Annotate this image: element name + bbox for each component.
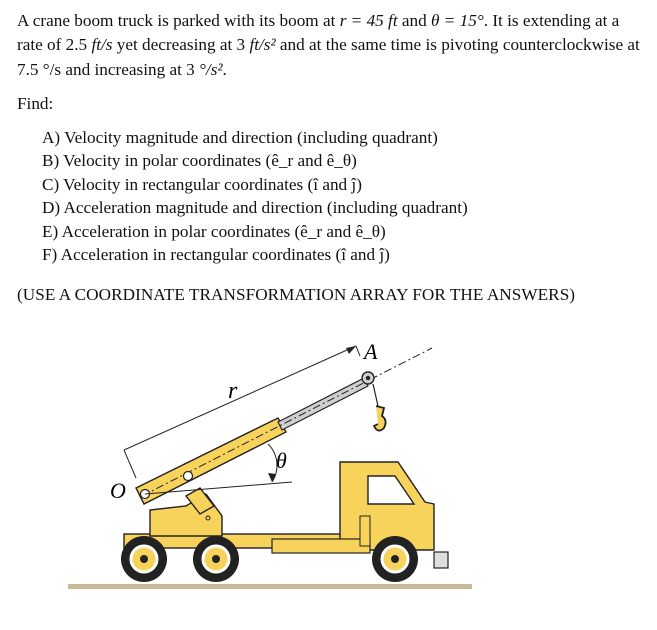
r-value: r = 45 ft: [339, 11, 398, 30]
intro-text-5: .: [222, 59, 227, 79]
question-f: F) Acceleration in rectangular coordinates (î and ĵ): [42, 245, 390, 265]
intro-text-3: yet decreasing at 3: [112, 35, 250, 55]
unit-ft-s2: ft/s²: [249, 35, 276, 55]
intro-text-4: and at the same time is pivoting counterclockwise at 7.5 °/s and increasing at 3: [17, 35, 640, 79]
unit-ft-s: ft/s: [91, 35, 113, 55]
bumper: [434, 552, 448, 568]
intro-text-2: . It is extending at a rate of 2.5: [17, 11, 620, 55]
r-dimension: [124, 346, 360, 478]
problem-statement: [17, 9, 645, 82]
instruction-note: (USE A COORDINATE TRANSFORMATION ARRAY FOR THE ANSWERS): [17, 285, 576, 304]
crane-truck-figure: [0, 326, 657, 630]
question-c: C) Velocity in rectangular coordinates (î and ĵ): [42, 174, 362, 194]
cab-lower-panel: [272, 539, 370, 553]
wheel-rear-2: [193, 536, 239, 582]
label-r: r: [228, 378, 238, 404]
ground-line: [68, 584, 472, 589]
question-e: E) Acceleration in polar coordinates (ê_r and ê_θ): [42, 221, 386, 241]
truck-cab: [340, 462, 434, 550]
hook-icon: [373, 384, 386, 431]
wheel-rear-1: [121, 536, 167, 582]
theta-value: θ = 15°: [431, 11, 484, 30]
mudguard: [360, 516, 370, 546]
question-b: B) Velocity in polar coordinates (ê_r and ê_θ): [42, 151, 357, 171]
label-O: O: [110, 478, 126, 503]
intro-text-1: A crane boom truck is parked with its boom at: [17, 11, 340, 30]
question-list: [42, 126, 468, 266]
question-d: D) Acceleration magnitude and direction (including quadrant): [42, 198, 468, 218]
question-a: A) Velocity magnitude and direction (including quadrant): [42, 128, 438, 147]
unit-deg-s2: °/s²: [199, 59, 223, 79]
label-A: A: [364, 339, 378, 364]
find-label: Find:: [17, 94, 54, 113]
label-theta: θ: [276, 448, 287, 473]
crane-base: [150, 494, 222, 536]
and-text: and: [397, 11, 432, 30]
wheel-front: [372, 536, 418, 582]
